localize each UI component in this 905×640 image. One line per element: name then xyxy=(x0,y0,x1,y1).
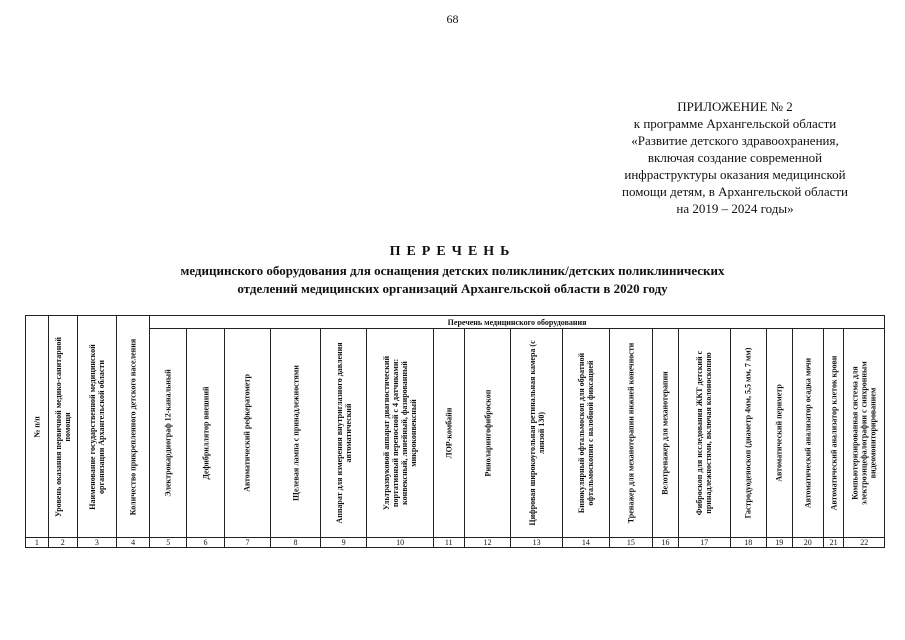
header-cell xyxy=(609,329,652,538)
header-text: Гастродуоденоскоп (диаметр 4мм, 5,5 мм, 7 мм) xyxy=(743,347,753,519)
header-text: № п/п xyxy=(32,415,42,438)
appendix-line: на 2019 – 2024 годы» xyxy=(676,201,794,216)
header-text: Тренажер для механотерапии нижней конечности xyxy=(626,342,636,524)
equipment-table xyxy=(25,315,885,548)
column-number: 21 xyxy=(823,538,844,548)
column-number: 17 xyxy=(678,538,730,548)
header-cell xyxy=(150,329,187,538)
header-cell xyxy=(678,329,730,538)
header-text: Автоматический рефкератометр xyxy=(242,374,252,492)
header-cell xyxy=(367,329,433,538)
column-number: 22 xyxy=(844,538,885,548)
appendix-line: включая создание современной xyxy=(647,150,823,165)
header-cell xyxy=(823,329,844,538)
table-subheader-row xyxy=(26,329,885,538)
column-number: 4 xyxy=(117,538,150,548)
header-cell xyxy=(433,329,464,538)
appendix-line: «Развитие детского здравоохранения, xyxy=(631,133,839,148)
header-cell xyxy=(653,329,679,538)
column-number: 2 xyxy=(48,538,77,548)
header-cell xyxy=(117,316,150,538)
appendix-line: ПРИЛОЖЕНИЕ № 2 xyxy=(677,99,793,114)
column-number: 15 xyxy=(609,538,652,548)
header-text: Бинокулярный офтальмоскоп для обратной офтальмоскопии с налобной фиксацией xyxy=(576,352,595,514)
header-text: Цифровая широкоугольная ретинальная камера (с линзой 130) xyxy=(527,340,546,526)
header-cell xyxy=(563,329,610,538)
header-cell xyxy=(511,329,563,538)
document-title: ПЕРЕЧЕНЬ xyxy=(389,244,516,259)
header-text: ЛОР-комбайн xyxy=(444,407,454,459)
header-text: Велотренажер для механотерапии xyxy=(660,371,670,495)
header-cell xyxy=(26,316,49,538)
column-number: 10 xyxy=(367,538,433,548)
header-cell xyxy=(271,329,321,538)
page-number: 68 xyxy=(446,12,459,26)
header-cell xyxy=(766,329,792,538)
header-text: Компьютеризированная система для электроэнцефалографии с синхронным видеомониторированием xyxy=(850,361,878,505)
header-cell xyxy=(48,316,77,538)
appendix-block xyxy=(590,98,880,217)
header-cell xyxy=(844,329,885,538)
header-cell xyxy=(187,329,224,538)
appendix-line: инфраструктуры оказания медицинской xyxy=(624,167,846,182)
header-cell xyxy=(464,329,511,538)
document-subtitle-line-2: отделений медицинских организаций Архангельской области в 2020 году xyxy=(237,281,668,296)
column-number-row xyxy=(26,538,885,548)
header-cell xyxy=(730,329,766,538)
column-number: 14 xyxy=(563,538,610,548)
equipment-group-header: Перечень медицинского оборудования xyxy=(150,316,885,329)
column-number: 5 xyxy=(150,538,187,548)
header-text: Фиброскоп для исследования ЖКТ детский с принадлежностями, включая колоноскопию xyxy=(695,350,714,516)
appendix-line: помощи детям, в Архангельской области xyxy=(621,184,849,199)
header-text: Дефибриллятор внешний xyxy=(201,386,211,480)
header-text: Электрокардиограф 12-канальный xyxy=(163,369,173,497)
header-cell xyxy=(77,316,116,538)
header-text: Автоматический периметр xyxy=(774,384,784,482)
column-number: 11 xyxy=(433,538,464,548)
column-number: 7 xyxy=(224,538,271,548)
header-text: Уровень оказания первичной медико-санитарной помощи xyxy=(53,336,72,517)
header-text: Щелевая лампа с принадлежностями xyxy=(291,365,301,501)
column-number: 18 xyxy=(730,538,766,548)
header-text: Автоматический анализатор клеток крови xyxy=(829,355,839,511)
appendix-line: к программе Архангельской области xyxy=(633,116,837,131)
column-number: 9 xyxy=(320,538,367,548)
header-cell xyxy=(224,329,271,538)
header-cell xyxy=(792,329,823,538)
header-text: Риноларингофиброскоп xyxy=(483,389,493,477)
column-number: 13 xyxy=(511,538,563,548)
column-number: 12 xyxy=(464,538,511,548)
header-cell xyxy=(320,329,367,538)
column-number: 19 xyxy=(766,538,792,548)
column-number: 3 xyxy=(77,538,116,548)
header-text: Наименование государственной медицинской организации Архангельской области xyxy=(87,343,106,510)
column-number: 8 xyxy=(271,538,321,548)
column-number: 1 xyxy=(26,538,49,548)
header-text: Автоматический анализатор осадка мочи xyxy=(803,357,813,509)
header-text: Ультразвуковой аппарат диагностический портативный переносной с 4 датчиками: конвексный, линейный, фазированный микроконвексный xyxy=(382,355,419,511)
header-text: Аппарат для измерения внутриглазного давления автоматический xyxy=(334,342,353,524)
column-number: 16 xyxy=(653,538,679,548)
column-number: 20 xyxy=(792,538,823,548)
table-header-row xyxy=(26,316,885,329)
header-text: Количество прикрепленного детского населения xyxy=(128,338,138,515)
document-subtitle-line-1: медицинского оборудования для оснащения детских поликлиник/детских поликлинических xyxy=(180,263,725,278)
column-number: 6 xyxy=(187,538,224,548)
